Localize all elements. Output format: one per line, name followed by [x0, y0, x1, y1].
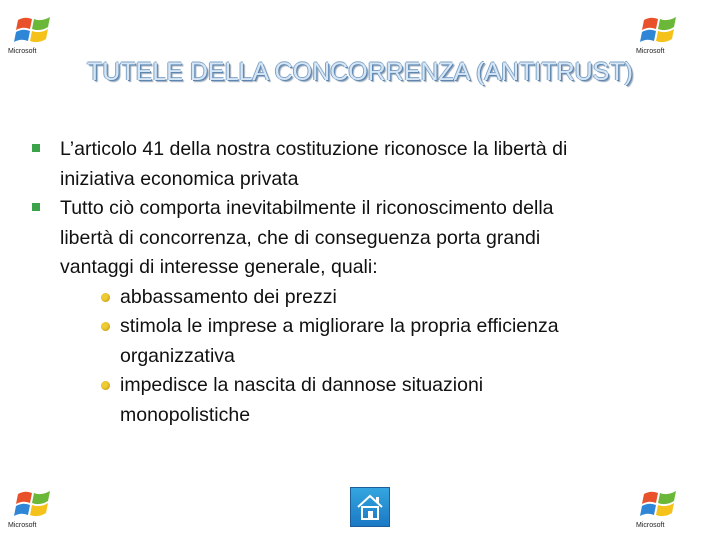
round-bullet-icon — [101, 293, 110, 302]
logo-wordmark: Microsoft — [636, 48, 665, 55]
bullet-item — [30, 135, 700, 194]
logo-wordmark: Microsoft — [8, 522, 37, 529]
logo-wordmark: Microsoft — [636, 522, 665, 529]
bullet-line: iniziativa economica privata — [60, 167, 299, 190]
square-bullet-icon — [32, 203, 40, 211]
sub-bullet-line: abbassamento dei prezzi — [120, 285, 337, 308]
round-bullet-icon — [101, 322, 110, 331]
sub-bullet-line: stimola le imprese a migliorare la propria efficienza — [120, 315, 559, 337]
windows-logo-top-left — [8, 12, 68, 64]
sub-bullet-line: monopolistiche — [120, 403, 251, 426]
bullet-line: L’articolo 41 della nostra costituzione riconosce la libertà di — [60, 138, 568, 160]
bullet-line: vantaggi di interesse generale, quali: — [60, 256, 378, 278]
windows-flag-icon — [14, 486, 54, 522]
bullet-line: libertà di concorrenza, che di conseguenza porta grandi — [60, 226, 541, 249]
windows-flag-icon — [14, 12, 54, 48]
logo-wordmark: Microsoft — [8, 48, 37, 55]
windows-flag-icon — [640, 12, 680, 48]
windows-flag-icon — [640, 486, 680, 522]
sub-bullet-item — [30, 312, 700, 371]
bullet-item — [30, 194, 700, 283]
sub-bullet-item — [30, 283, 700, 313]
windows-logo-bottom-right — [634, 486, 694, 538]
home-icon — [355, 492, 385, 522]
round-bullet-icon — [101, 381, 110, 390]
home-button[interactable] — [350, 487, 390, 527]
slide-content — [30, 135, 700, 430]
sub-bullet-item — [30, 371, 700, 430]
sub-bullet-line: organizzativa — [120, 344, 235, 367]
bullet-line: Tutto ciò comporta inevitabilmente il riconoscimento della — [60, 197, 554, 219]
sub-bullet-line: impedisce la nascita di dannose situazioni — [120, 374, 484, 396]
slide-title: TUTELE DELLA CONCORRENZA (ANTITRUST) — [87, 58, 633, 86]
windows-logo-top-right — [634, 12, 694, 64]
windows-logo-bottom-left — [8, 486, 68, 538]
square-bullet-icon — [32, 144, 40, 152]
